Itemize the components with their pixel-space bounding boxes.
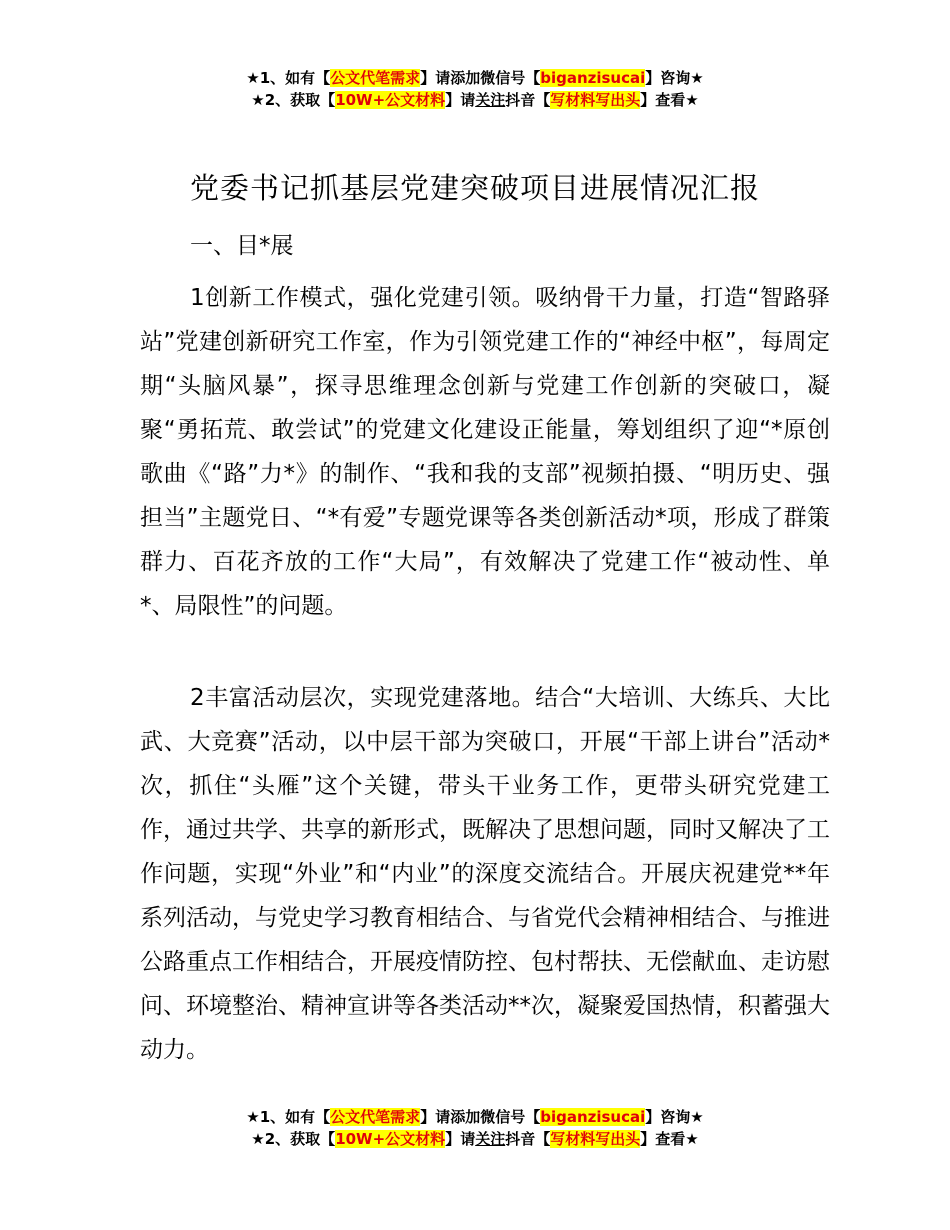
banner-line-1 xyxy=(0,67,950,89)
highlight-douyin-account: 写材料写出头 xyxy=(550,1130,641,1148)
banner-text: 抖音【 xyxy=(505,91,551,109)
banner-text: 】查看★ xyxy=(640,1130,699,1148)
underlined-follow: 关注 xyxy=(475,1130,506,1148)
section-heading: 一、目*展 xyxy=(190,233,294,259)
banner-text: ★2、获取【 xyxy=(251,91,336,109)
paragraph-1 xyxy=(140,276,830,628)
banner-line-2 xyxy=(0,89,950,111)
document-title: 党委书记抓基层党建突破项目进展情况汇报 xyxy=(189,171,760,205)
banner-text: ★2、获取【 xyxy=(251,1130,336,1148)
highlight-service: 公文代笔需求 xyxy=(330,1108,421,1126)
paragraph-text: 2丰富活动层次，实现党建落地。结合“大培训、大练兵、大比武、大竞赛”活动，以中层干部为突破口，开展“干部上讲台”活动*次，抓住“头雁”这个关键，带头干业务工作，更带头研究党建工作，通过共学、共享的新形式，既解决了思想问题，同时又解决了工作问题，实现“外业”和“内业”的深度交流结合。开展庆祝建党**年系列活动，与党史学习教育相结合、与省党代会精神相结合、与推进公路重点工作相结合，开展疫情防控、包村帮扶、无偿献血、走访慰问、环境整治、精神宣讲等各类活动**次，凝聚爱国热情，积蓄强大动力。 xyxy=(140,685,830,1063)
banner-text: 】请 xyxy=(445,91,476,109)
banner-line-1 xyxy=(0,1106,950,1128)
paragraph-2 xyxy=(140,676,830,1072)
highlight-douyin-account: 写材料写出头 xyxy=(550,91,641,109)
highlight-materials: 10W+公文材料 xyxy=(335,91,446,109)
highlight-wechat-id: biganzisucai xyxy=(540,69,646,87)
highlight-wechat-id: biganzisucai xyxy=(540,1108,646,1126)
banner-text: 】查看★ xyxy=(640,91,699,109)
footer-banner xyxy=(0,1106,950,1150)
banner-text: 抖音【 xyxy=(505,1130,551,1148)
banner-text: 】咨询★ xyxy=(645,69,704,87)
highlight-materials: 10W+公文材料 xyxy=(335,1130,446,1148)
header-banner xyxy=(0,67,950,111)
banner-text: 】请 xyxy=(445,1130,476,1148)
banner-line-2 xyxy=(0,1128,950,1150)
banner-text: 】请添加微信号【 xyxy=(420,1108,541,1126)
banner-text: ★1、如有【 xyxy=(246,69,331,87)
underlined-follow: 关注 xyxy=(475,91,506,109)
paragraph-text: 1创新工作模式，强化党建引领。吸纳骨干力量，打造“智路驿站”党建创新研究工作室，作为引领党建工作的“神经中枢”，每周定期“头脑风暴”，探寻思维理念创新与党建工作创新的突破口，凝聚“勇拓荒、敢尝试”的党建文化建设正能量，筹划组织了迎“*原创歌曲《“路”力*》的制作、“我和我的支部”视频拍摄、“明历史、强担当”主题党日、“*有爱”专题党课等各类创新活动*项，形成了群策群力、百花齐放的工作“大局”，有效解决了党建工作“被动性、单*、局限性”的问题。 xyxy=(140,285,830,619)
banner-text: 】请添加微信号【 xyxy=(420,69,541,87)
banner-text: 】咨询★ xyxy=(645,1108,704,1126)
banner-text: ★1、如有【 xyxy=(246,1108,331,1126)
highlight-service: 公文代笔需求 xyxy=(330,69,421,87)
